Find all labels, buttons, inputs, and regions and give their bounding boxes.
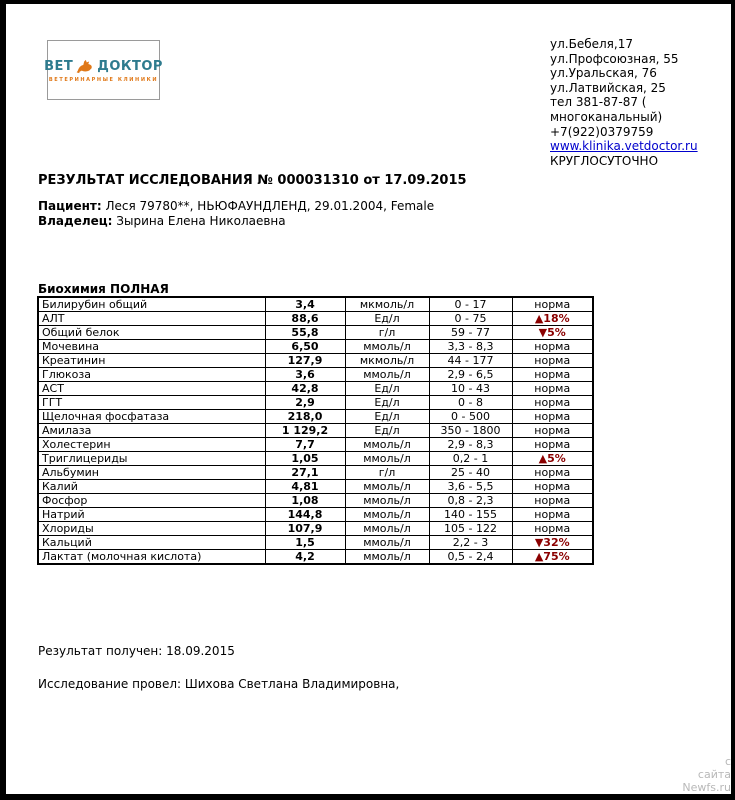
status-cell: ▲75%: [512, 550, 593, 565]
result-value-cell: 1,5: [265, 536, 345, 550]
table-row: [38, 536, 593, 550]
result-value-cell: 55,8: [265, 326, 345, 340]
document-page: [6, 4, 731, 794]
reference-range-cell: 0,2 - 1: [429, 452, 512, 466]
status-cell: норма: [512, 480, 593, 494]
phone-line: тел 381-87-87 (: [550, 95, 647, 110]
unit-cell: мкмоль/л: [345, 297, 429, 312]
status-cell: норма: [512, 410, 593, 424]
results-table-body: [38, 297, 593, 564]
reference-range-cell: 0 - 8: [429, 396, 512, 410]
table-row: [38, 522, 593, 536]
watermark-line: с: [724, 755, 731, 768]
unit-cell: мкмоль/л: [345, 354, 429, 368]
logo-wordmark: [44, 58, 163, 75]
table-row: [38, 382, 593, 396]
table-row: [38, 326, 593, 340]
parameter-name-cell: Альбумин: [38, 466, 265, 480]
parameter-name-cell: Креатинин: [38, 354, 265, 368]
clinic-website-link[interactable]: www.klinika.vetdoctor.ru: [550, 139, 698, 154]
unit-cell: ммоль/л: [345, 340, 429, 354]
unit-cell: Ед/л: [345, 424, 429, 438]
owner-line: [38, 214, 434, 229]
status-cell: норма: [512, 522, 593, 536]
table-row: [38, 424, 593, 438]
address-line: ул.Профсоюзная, 55: [550, 51, 679, 66]
result-received-line: Результат получен: 18.09.2015: [38, 644, 235, 658]
parameter-name-cell: Амилаза: [38, 424, 265, 438]
reference-range-cell: 0,5 - 2,4: [429, 550, 512, 565]
unit-cell: ммоль/л: [345, 480, 429, 494]
address-line: ул.Латвийская, 25: [550, 80, 666, 95]
status-cell: норма: [512, 508, 593, 522]
parameter-name-cell: Кальций: [38, 536, 265, 550]
logo-subtitle: ВЕТЕРИНАРНЫЕ КЛИНИКИ: [48, 76, 159, 83]
reference-range-cell: 10 - 43: [429, 382, 512, 396]
parameter-name-cell: Билирубин общий: [38, 297, 265, 312]
result-value-cell: 4,2: [265, 550, 345, 565]
unit-cell: г/л: [345, 466, 429, 480]
table-row: [38, 438, 593, 452]
unit-cell: ммоль/л: [345, 368, 429, 382]
result-value-cell: 88,6: [265, 312, 345, 326]
result-value-cell: 4,81: [265, 480, 345, 494]
status-cell: норма: [512, 396, 593, 410]
result-value-cell: 7,7: [265, 438, 345, 452]
parameter-name-cell: Натрий: [38, 508, 265, 522]
panel-title: Биохимия ПОЛНАЯ: [38, 282, 169, 296]
reference-range-cell: 0 - 75: [429, 312, 512, 326]
status-cell: ▲18%: [512, 312, 593, 326]
results-table: [37, 296, 594, 565]
watermark-line: Newfs.ru: [682, 781, 731, 794]
parameter-name-cell: Холестерин: [38, 438, 265, 452]
status-cell: норма: [512, 340, 593, 354]
result-value-cell: 218,0: [265, 410, 345, 424]
reference-range-cell: 105 - 122: [429, 522, 512, 536]
parameter-name-cell: Калий: [38, 480, 265, 494]
table-row: [38, 297, 593, 312]
unit-cell: Ед/л: [345, 396, 429, 410]
leaping-animal-icon: [75, 58, 95, 75]
unit-cell: ммоль/л: [345, 550, 429, 565]
reference-range-cell: 350 - 1800: [429, 424, 512, 438]
reference-range-cell: 0 - 500: [429, 410, 512, 424]
unit-cell: ммоль/л: [345, 522, 429, 536]
status-cell: норма: [512, 466, 593, 480]
result-value-cell: 107,9: [265, 522, 345, 536]
table-row: [38, 466, 593, 480]
parameter-name-cell: Глюкоза: [38, 368, 265, 382]
logo-word-doctor: ДОКТОР: [97, 58, 163, 74]
phone-line: +7(922)0379759: [550, 124, 654, 139]
reference-range-cell: 59 - 77: [429, 326, 512, 340]
unit-cell: Ед/л: [345, 382, 429, 396]
unit-cell: ммоль/л: [345, 536, 429, 550]
reference-range-cell: 2,9 - 6,5: [429, 368, 512, 382]
parameter-name-cell: АСТ: [38, 382, 265, 396]
unit-cell: Ед/л: [345, 410, 429, 424]
parameter-name-cell: Триглицериды: [38, 452, 265, 466]
table-row: [38, 312, 593, 326]
patient-line: [38, 199, 434, 214]
parameter-name-cell: ГГТ: [38, 396, 265, 410]
reference-range-cell: 3,3 - 8,3: [429, 340, 512, 354]
table-row: [38, 410, 593, 424]
parameter-name-cell: Мочевина: [38, 340, 265, 354]
result-value-cell: 1 129,2: [265, 424, 345, 438]
clinic-logo: [44, 40, 163, 100]
patient-owner-block: [38, 199, 434, 229]
parameter-name-cell: Фосфор: [38, 494, 265, 508]
table-row: [38, 368, 593, 382]
unit-cell: г/л: [345, 326, 429, 340]
status-cell: норма: [512, 438, 593, 452]
logo-word-vet: ВЕТ: [44, 58, 74, 74]
parameter-name-cell: Щелочная фосфатаза: [38, 410, 265, 424]
status-cell: ▼32%: [512, 536, 593, 550]
reference-range-cell: 140 - 155: [429, 508, 512, 522]
reference-range-cell: 2,9 - 8,3: [429, 438, 512, 452]
result-value-cell: 1,08: [265, 494, 345, 508]
table-row: [38, 452, 593, 466]
clinic-hours: КРУГЛОСУТОЧНО: [550, 153, 659, 168]
status-cell: норма: [512, 368, 593, 382]
status-cell: норма: [512, 494, 593, 508]
table-row: [38, 494, 593, 508]
parameter-name-cell: АЛТ: [38, 312, 265, 326]
site-watermark: [682, 755, 731, 794]
unit-cell: Ед/л: [345, 312, 429, 326]
parameter-name-cell: Общий белок: [38, 326, 265, 340]
address-line: ул.Уральская, 76: [550, 66, 657, 81]
unit-cell: ммоль/л: [345, 508, 429, 522]
table-row: [38, 508, 593, 522]
reference-range-cell: 3,6 - 5,5: [429, 480, 512, 494]
owner-value: Зырина Елена Николаевна: [112, 214, 286, 228]
report-title: РЕЗУЛЬТАТ ИССЛЕДОВАНИЯ № 000031310 от 17.09.2015: [38, 173, 467, 188]
reference-range-cell: 44 - 177: [429, 354, 512, 368]
unit-cell: ммоль/л: [345, 438, 429, 452]
status-cell: норма: [512, 354, 593, 368]
result-value-cell: 6,50: [265, 340, 345, 354]
table-row: [38, 396, 593, 410]
result-value-cell: 42,8: [265, 382, 345, 396]
clinic-address-block: [550, 37, 698, 168]
table-row: [38, 480, 593, 494]
performed-by-line: Исследование провел: Шихова Светлана Владимировна,: [38, 677, 400, 691]
reference-range-cell: 0,8 - 2,3: [429, 494, 512, 508]
result-value-cell: 27,1: [265, 466, 345, 480]
result-value-cell: 127,9: [265, 354, 345, 368]
status-cell: ▲5%: [512, 452, 593, 466]
watermark-line: сайта: [697, 768, 731, 781]
result-value-cell: 3,6: [265, 368, 345, 382]
table-row: [38, 340, 593, 354]
reference-range-cell: 2,2 - 3: [429, 536, 512, 550]
reference-range-cell: 25 - 40: [429, 466, 512, 480]
phone-line: многоканальный): [550, 109, 663, 124]
result-value-cell: 2,9: [265, 396, 345, 410]
result-value-cell: 1,05: [265, 452, 345, 466]
result-value-cell: 144,8: [265, 508, 345, 522]
status-cell: ▼5%: [512, 326, 593, 340]
status-cell: норма: [512, 424, 593, 438]
reference-range-cell: 0 - 17: [429, 297, 512, 312]
unit-cell: ммоль/л: [345, 494, 429, 508]
patient-value: Леся 79780**, НЬЮФАУНДЛЕНД, 29.01.2004, Female: [101, 199, 435, 213]
table-row: [38, 550, 593, 565]
status-cell: норма: [512, 297, 593, 312]
parameter-name-cell: Хлориды: [38, 522, 265, 536]
owner-label: Владелец:: [38, 214, 113, 228]
patient-label: Пациент:: [38, 199, 102, 213]
address-line: ул.Бебеля,17: [550, 37, 633, 51]
table-row: [38, 354, 593, 368]
status-cell: норма: [512, 382, 593, 396]
unit-cell: ммоль/л: [345, 452, 429, 466]
result-value-cell: 3,4: [265, 297, 345, 312]
parameter-name-cell: Лактат (молочная кислота): [38, 550, 265, 565]
